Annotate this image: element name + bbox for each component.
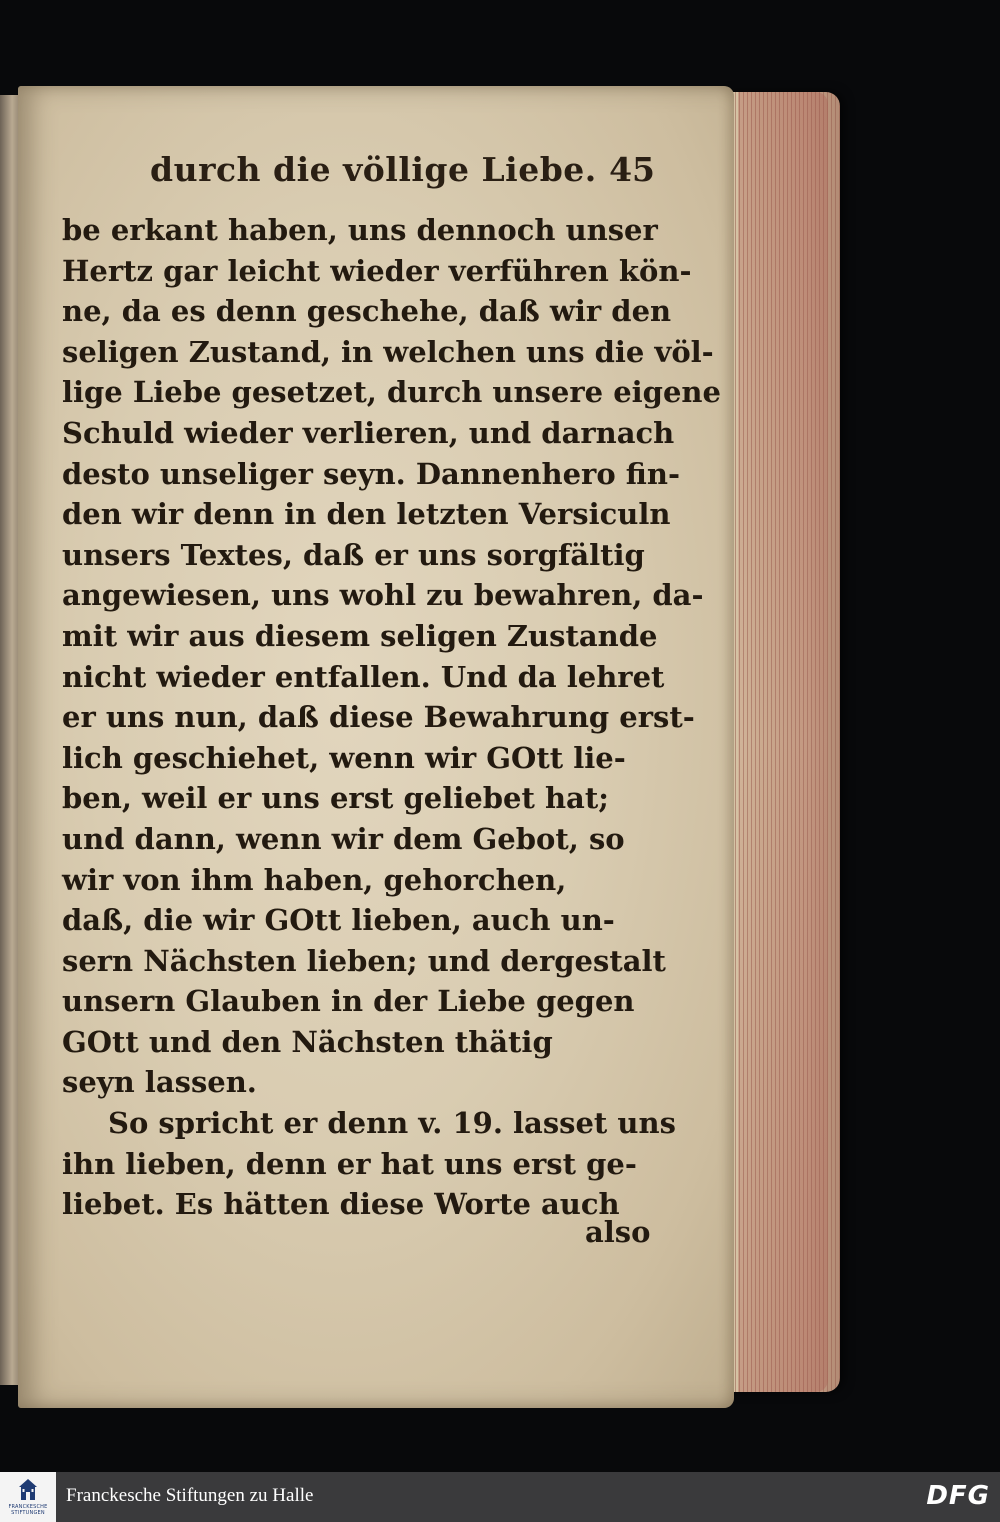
text-line: nicht wieder entfallen. Und da lehret [62,659,665,694]
logo-text-line: FRANCKESCHE [8,1504,48,1510]
text-line: unsern Glauben in der Liebe gegen [62,984,635,1019]
text-line: mit wir aus diesem seligen Zustande [62,618,658,653]
text-line: ne, da es denn geschehe, daß wir den [62,294,672,329]
building-icon [18,1478,38,1502]
text-line: und dann, wenn wir dem Gebot, so [62,821,625,856]
running-head: durch die völlige Liebe. [150,150,597,189]
text-line: ihn lieben, denn er hat uns erst ge- [62,1146,637,1181]
book-edge-coloring [738,92,828,1392]
body-text [62,210,721,1225]
logo-text-line: STIFTUNGEN [11,1510,45,1516]
text-line: ben, weil er uns erst geliebet hat; [62,781,609,816]
text-line: Hertz gar leicht wieder verführen kön- [62,253,692,288]
text-line: So spricht er denn v. 19. lasset uns [108,1106,676,1141]
footer-title: Franckesche Stiftungen zu Halle [66,1485,314,1506]
text-line: Schuld wieder verlieren, und darnach [62,415,675,450]
text-line: angewiesen, uns wohl zu bewahren, da- [62,578,704,613]
text-line: seligen Zustand, in welchen uns die völ- [62,334,714,369]
text-line: lige Liebe gesetzet, durch unsere eigene [62,375,721,410]
footer-bar [0,1472,1000,1522]
text-line: er uns nun, daß diese Bewahrung erst- [62,700,695,735]
page-number: 45 [609,150,655,189]
catchword: also [585,1215,651,1249]
franckesche-stiftungen-logo[interactable] [0,1472,56,1522]
text-line: liebet. Es hätten diese Worte auch [62,1187,620,1222]
text-line: be erkant haben, uns dennoch unser [62,213,658,247]
text-line: GOtt und den Nächsten thätig [62,1024,553,1059]
text-line: wir von ihm haben, gehorchen, [62,862,567,897]
text-line: desto unseliger seyn. Dannenhero fin- [62,456,680,491]
text-line: unsers Textes, daß er uns sorgfältig [62,537,645,572]
text-line: daß, die wir GOtt lieben, auch un- [62,903,615,938]
text-line: sern Nächsten lieben; und dergestalt [62,943,666,978]
dfg-logo[interactable]: DFG [926,1481,990,1511]
text-line: den wir denn in den letzten Versiculn [62,497,671,532]
logo-text [2,1504,54,1516]
text-line: lich geschiehet, wenn wir GOtt lie- [62,740,626,775]
page-header [150,150,655,200]
text-line: seyn lassen. [62,1065,257,1100]
